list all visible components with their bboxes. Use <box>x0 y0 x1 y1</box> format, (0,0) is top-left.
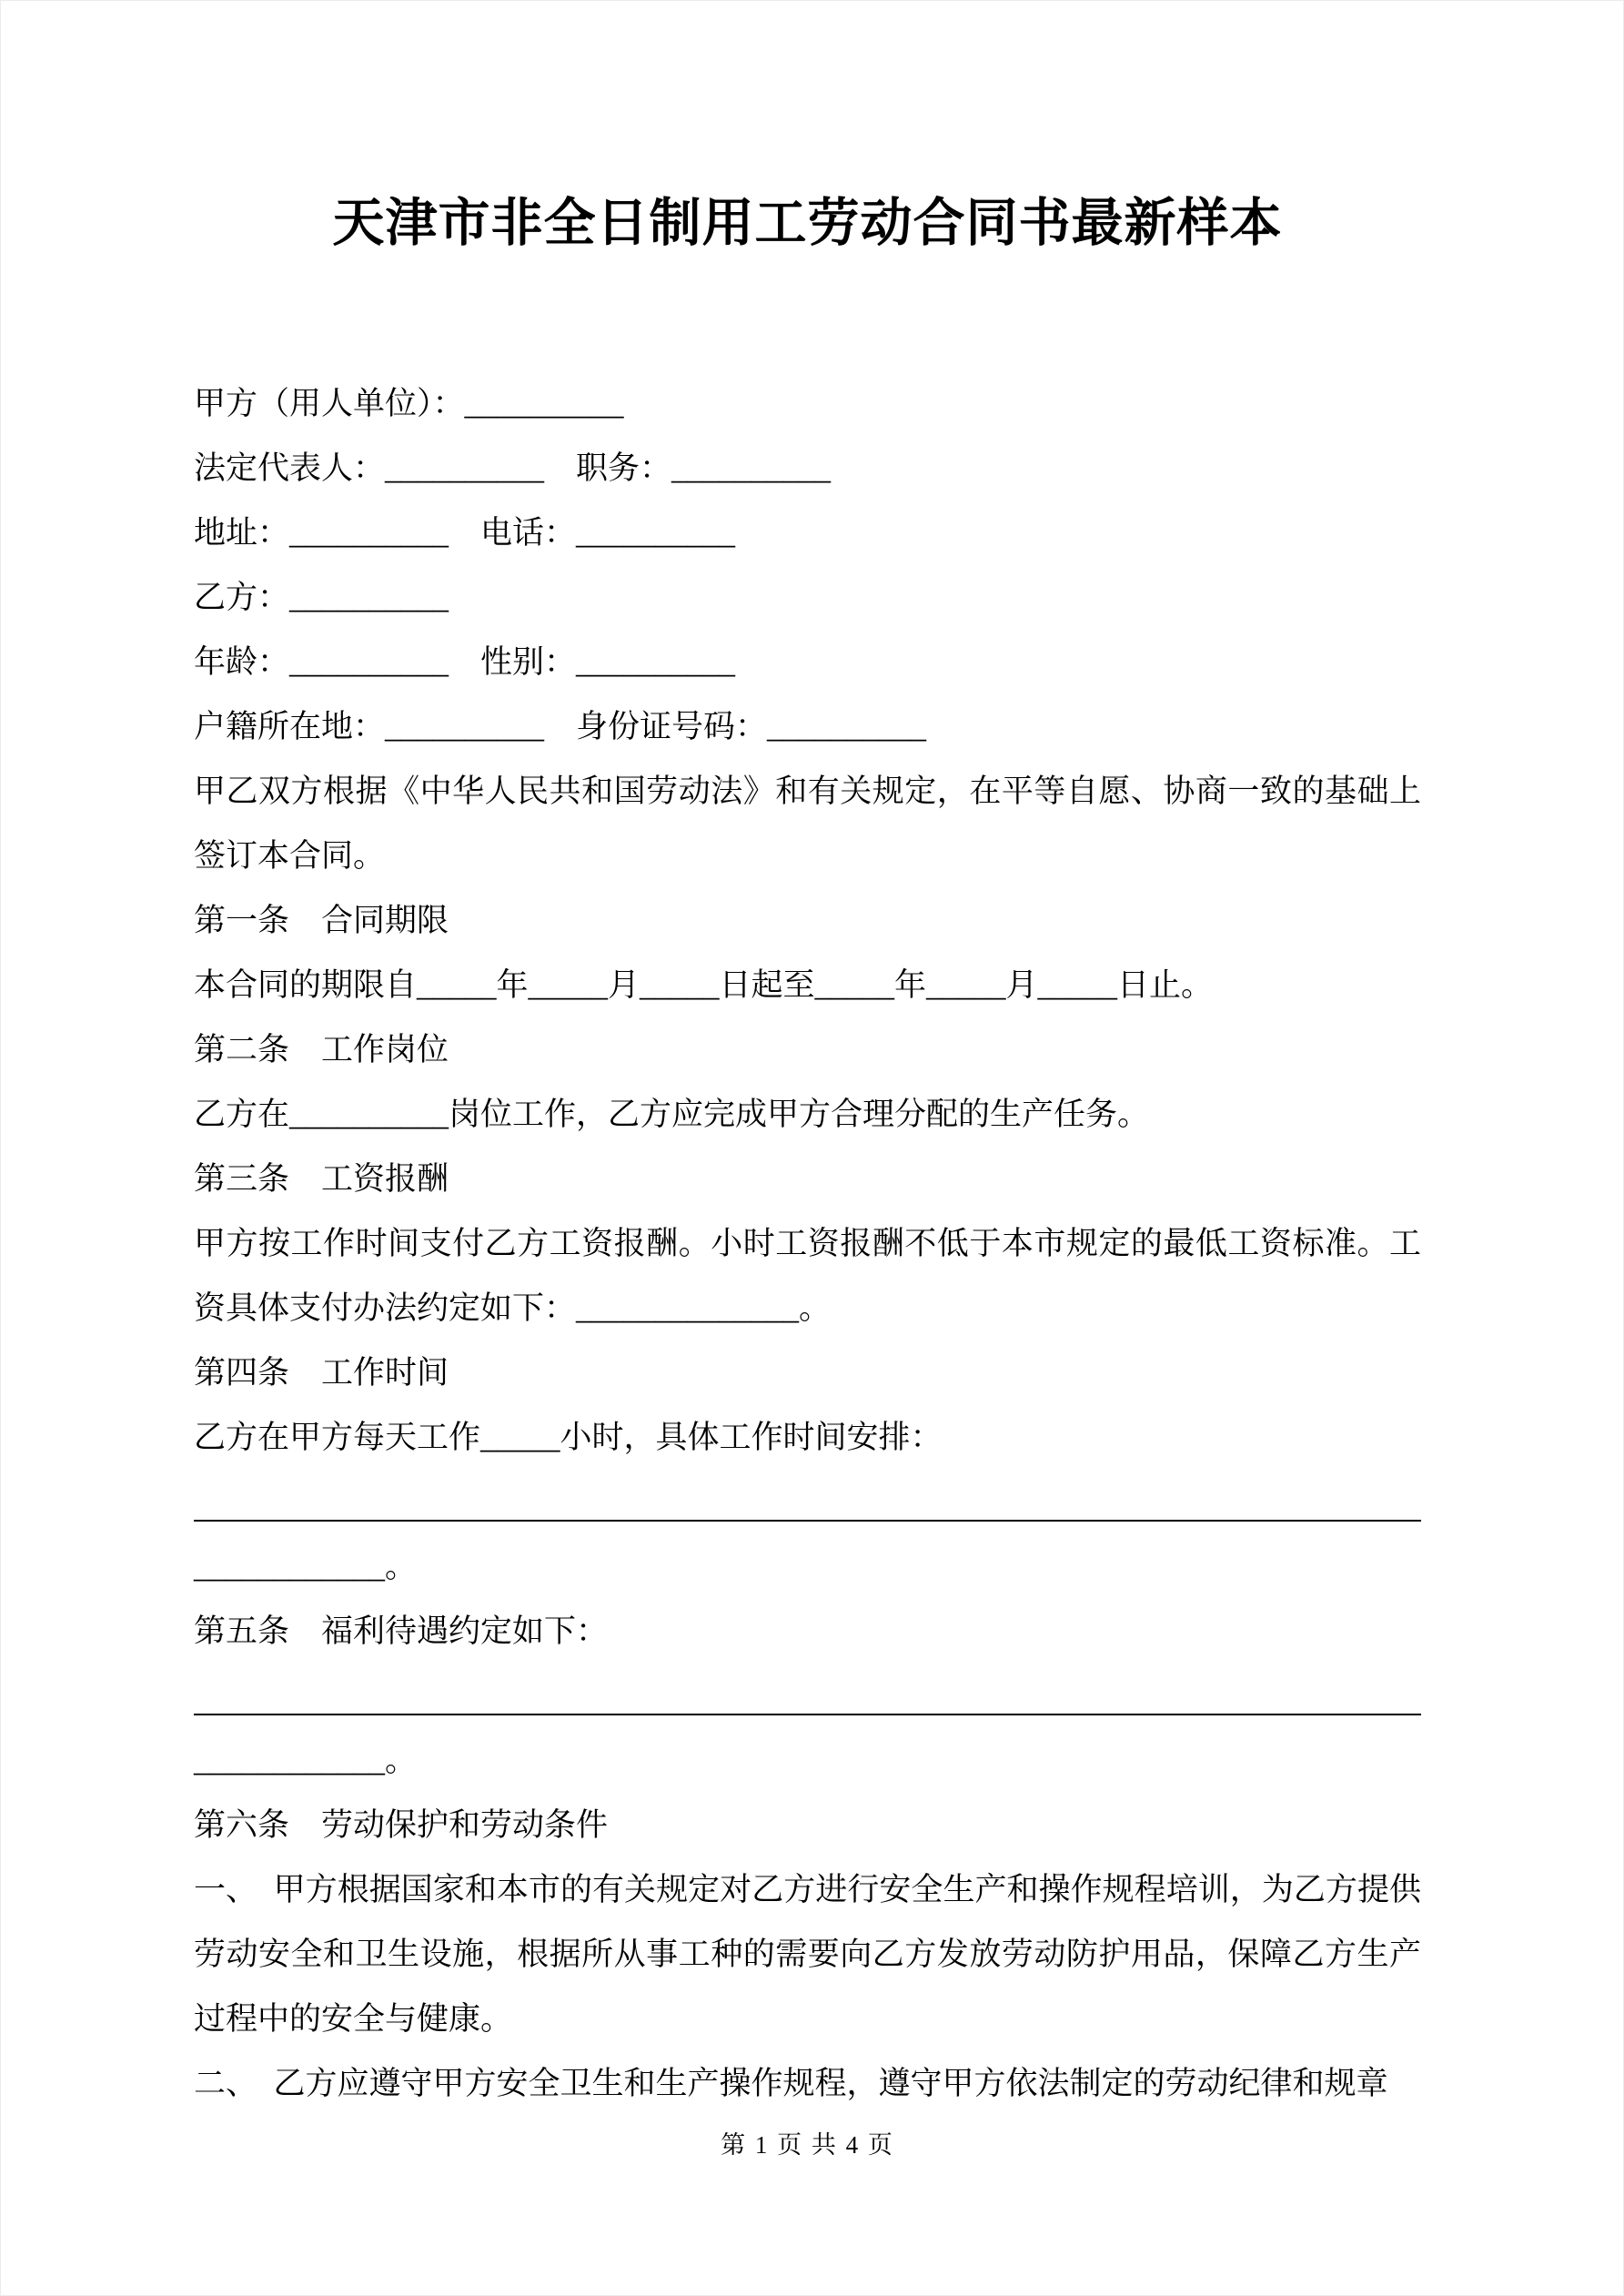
fill-in-field-line: 户籍所在地：__________ 身份证号码：__________ <box>194 709 927 744</box>
paragraph: ____________。 <box>194 1549 418 1584</box>
clause-heading: 第一条 合同期限 <box>194 903 449 938</box>
clause-heading: 第五条 福利待遇约定如下： <box>194 1613 609 1649</box>
paragraph: 甲乙双方根据《中华人民共和国劳动法》和有关规定，在平等自愿、协商一致的基础上签订本合同。 <box>194 774 1421 874</box>
paragraph: 乙方在甲方每天工作_____小时，具体工作时间安排： <box>194 1420 943 1455</box>
paragraph: 乙方在__________岗位工作，乙方应完成甲方合理分配的生产任务。 <box>194 1097 1150 1132</box>
clause-heading: 第二条 工作岗位 <box>194 1032 449 1067</box>
clause-heading: 第六条 劳动保护和劳动条件 <box>194 1807 609 1843</box>
fill-in-blank-rule <box>194 1664 1421 1728</box>
fill-in-field-line: 年龄：__________ 性别：__________ <box>194 644 736 680</box>
paragraph: 本合同的期限自_____年_____月_____日起至_____年_____月_____日止。 <box>194 967 1214 1003</box>
paragraph: 一、 甲方根据国家和本市的有关规定对乙方进行安全生产和操作规程培训，为乙方提供劳动安全和卫生设施，根据所从事工种的需要向乙方发放劳动防护用品，保障乙方生产过程中的安全与健康。 <box>194 1872 1421 2037</box>
fill-in-field-line: 法定代表人：__________ 职务：__________ <box>194 450 832 486</box>
fill-in-field-line: 地址：__________ 电话：__________ <box>194 515 736 551</box>
fill-in-blank-rule <box>194 1470 1421 1534</box>
fill-in-field-line: 甲方（用人单位）：__________ <box>194 386 624 421</box>
paragraph: 甲方按工作时间支付乙方工资报酬。小时工资报酬不低于本市规定的最低工资标准。工资具体支付办法约定如下：______________。 <box>194 1226 1421 1326</box>
document-title: 天津市非全日制用工劳动合同书最新样本 <box>332 195 1283 252</box>
clause-heading: 第四条 工作时间 <box>194 1355 449 1391</box>
paragraph: 二、 乙方应遵守甲方安全卫生和生产操作规程，遵守甲方依法制定的劳动纪律和规章 <box>194 2066 1388 2101</box>
page-footer: 第 1 页 共 4 页 <box>721 2131 894 2159</box>
fill-in-field-line: 乙方：__________ <box>194 580 449 615</box>
paragraph: ____________。 <box>194 1743 418 1778</box>
document-body <box>194 371 1421 2116</box>
clause-heading: 第三条 工资报酬 <box>194 1161 449 1197</box>
